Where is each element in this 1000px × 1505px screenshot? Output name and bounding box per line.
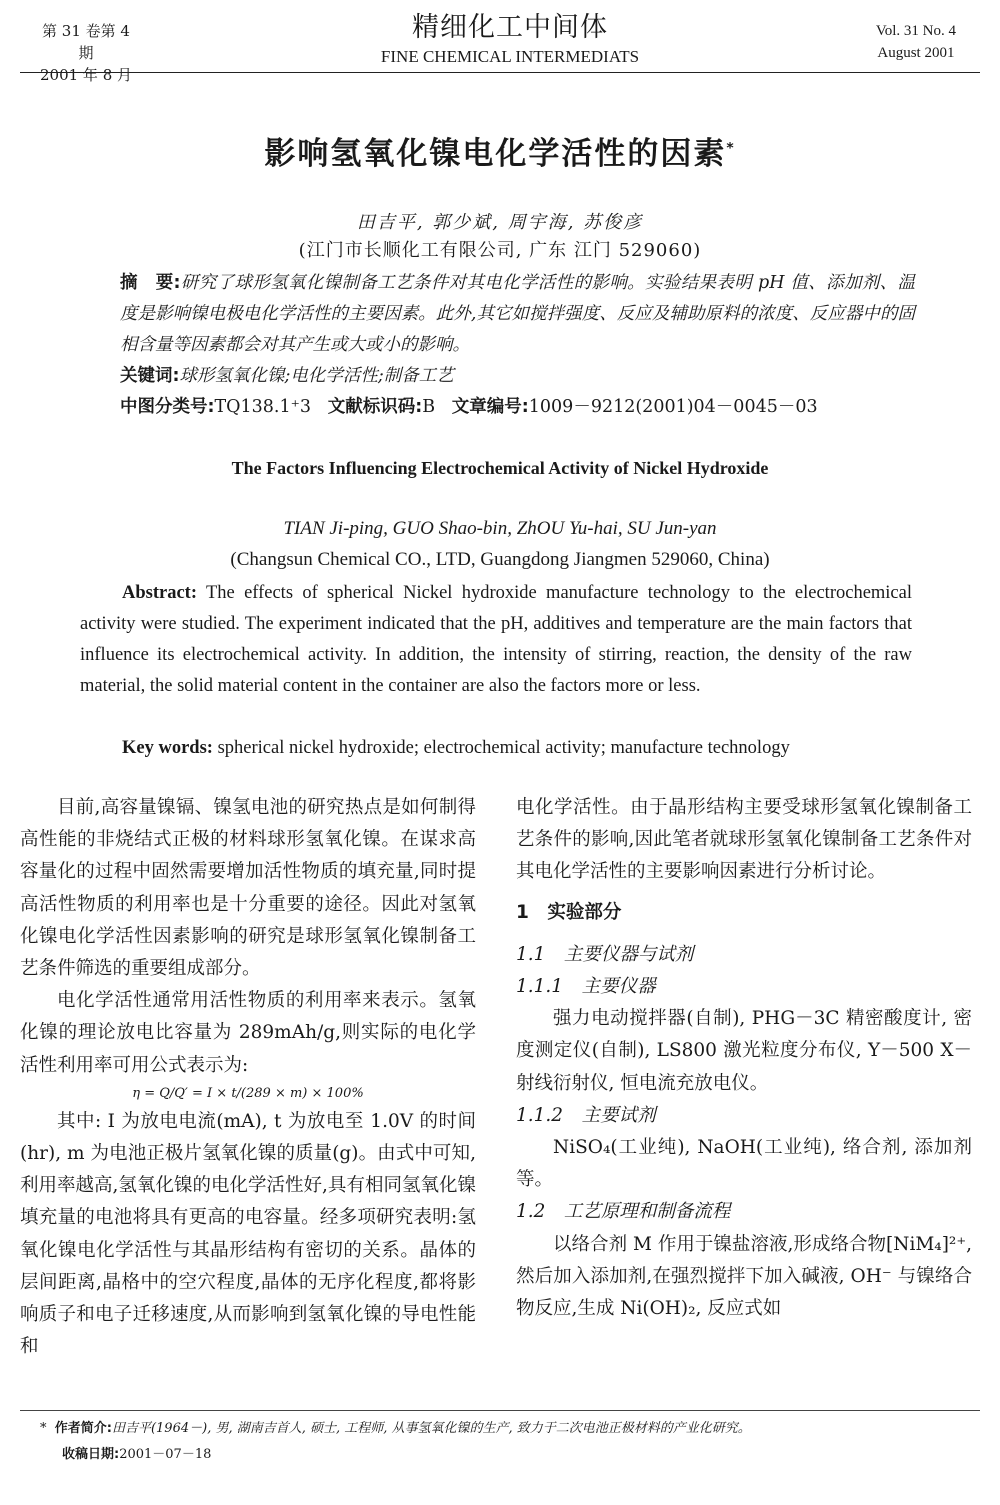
abstract-en [80,578,912,702]
received-date [40,1442,980,1468]
footnote [40,1416,980,1468]
issue-info-cn [36,20,136,86]
authors-en: TIAN Ji-ping, GUO Shao-bin, ZhOU Yu-hai, SU Jun-yan [283,518,717,539]
received-date-label: 收稿日期: [62,1447,120,1462]
body-left-column [20,792,476,1363]
intro-paragraph-2: 电化学活性通常用活性物质的利用率来表示。氢氧化镍的理论放电比容量为 289mAh/g,则实际的电化学活性利用率可用公式表示为: [20,990,476,1076]
instruments-paragraph: 强力电动搅拌器(自制), PHG－3C 精密酸度计, 密度测定仪(自制), LS800 激光粒度分布仪, Y－500 X－射线衍射仪, 恒电流充放电仪。 [516,1008,972,1094]
received-date-value: 2001－07－18 [119,1447,212,1462]
section-heading-1-1-2: 1.1.2 主要试剂 [516,1104,656,1126]
date-en: August 2001 [877,45,955,61]
header-divider [20,72,980,73]
author-bio [40,1416,980,1442]
section-heading-1-1-1: 1.1.1 主要仪器 [516,976,656,998]
body-right-column [516,792,972,1325]
paper-title-cn [0,128,1000,173]
volume-issue-cn: 第 31 卷第 4 期 [42,22,130,62]
keywords-en-label: Key words: [122,738,213,758]
date-cn: 2001 年 8 月 [39,66,133,84]
continued-paragraph: 电化学活性。由于晶形结构主要受球形氢氧化镍制备工艺条件的影响,因此笔者就球形氢氧化镍制备工艺条件对其电化学活性的主要影响因素进行分析讨论。 [516,797,972,883]
abstract-en-text: The effects of spherical Nickel hydroxide manufacture technology to the electrochemical activity were studied. The experiment indicated that the pH, additives and temperature are the main factors that influence its electrochemical activity. In addition, the intensity of stirring, reaction, the density of the raw material, the solid material content in the container are also the factors more or less. [80,583,912,696]
paper-title-en: The Factors Influencing Electrochemical Activity of Nickel Hydroxide [231,458,769,478]
section-heading-1: 1 实验部分 [516,901,622,923]
section-heading-1-2: 1.2 工艺原理和制备流程 [516,1201,731,1223]
affiliation-cn: (江门市长顺化工有限公司, 广东 江门 529060) [298,240,702,261]
intro-paragraph-1: 目前,高容量镍镉、镍氢电池的研究热点是如何制得高性能的非烧结式正极的材料球形氢氧化镍。在谋求高容量化的过程中固然需要增加活性物质的填充量,同时提高活性物质的利用率也是十分重要的途径。因此对氢氧化镍电化学活性因素影响的研究是球形氢氧化镍制备工艺条件筛选的重要组成部分。 [20,797,476,980]
title-footnote-mark: * [726,140,736,157]
reagents-paragraph: NiSO₄(工业纯), NaOH(工业纯), 络合剂, 添加剂等。 [516,1137,972,1191]
keywords-cn [80,361,915,392]
journal-name-cn: 精细化工中间体 [412,12,608,43]
footnote-divider [20,1410,980,1411]
intro-paragraph-3: 其中: I 为放电电流(mA), t 为放电至 1.0V 的时间(hr), m 为电池正极片氢氧化镍的质量(g)。由式中可知,利用率越高,氢氧化镍的电化学活性好,具有相同氢氧化镍填充量的电池将具有更高的电容量。经多项研究表明:氢氧化镍电化学活性与其晶形结构有密切的关系。晶体的层间距离,晶格中的空穴程度,晶体的无序化程度,都将影响质子和电子迁移速度,从而影响到氢氧化镍的导电性能和 [20,1110,476,1358]
abstract-cn-label: 摘 要: [120,273,181,293]
abstract-en-label: Abstract: [122,583,198,603]
footnote-mark: * [40,1421,47,1436]
doc-code-value: B [422,397,436,417]
article-no-label: 文章编号: [451,397,529,417]
abstract-cn-para [80,268,915,361]
issue-info-en [876,20,956,64]
title-text-cn: 影响氢氧化镍电化学活性的因素 [264,136,727,172]
abstract-cn [80,268,915,423]
keywords-en-text: spherical nickel hydroxide; electrochemical activity; manufacture technology [217,738,790,758]
process-paragraph: 以络合剂 M 作用于镍盐溶液,形成络合物[NiM₄]²⁺, 然后加入添加剂,在强烈搅拌下加入碱液, OH⁻ 与镍络合物反应,生成 Ni(OH)₂, 反应式如 [516,1233,972,1320]
author-bio-text: 田吉平(1964－), 男, 湖南吉首人, 硕士, 工程师, 从事氢氧化镍的生产, 致力于二次电池正极材料的产业化研究。 [111,1421,751,1436]
keywords-en [122,733,922,764]
section-heading-1-1: 1.1 主要仪器与试剂 [516,943,694,965]
affiliation-en: (Changsun Chemical CO., LTD, Guangdong Jiangmen 529060, China) [230,549,770,570]
clc-label: 中图分类号: [120,397,215,417]
clc-value: TQ138.1⁺3 [214,397,311,417]
volume-issue-en: Vol. 31 No. 4 [875,23,956,39]
article-no-value: 1009－9212(2001)04－0045－03 [528,397,818,417]
journal-title [300,10,720,68]
journal-name-en: FINE CHEMICAL INTERMEDIATS [380,47,640,66]
authors-cn: 田吉平, 郭少斌, 周宇海, 苏俊彦 [356,212,644,233]
doc-code-label: 文献标识码: [327,397,423,417]
abstract-cn-text: 研究了球形氢氧化镍制备工艺条件对其电化学活性的影响。实验结果表明 pH 值、添加剂、温度是影响镍电极电化学活性的主要因素。此外,其它如搅拌强度、反应及辅助原料的浓度、反应器中的固相含量等因素都会对其产生或大或小的影响。 [120,273,916,355]
author-bio-label: 作者简介: [54,1421,112,1436]
keywords-cn-text: 球形氢氧化镍;电化学活性;制备工艺 [179,366,454,386]
keywords-cn-label: 关键词: [120,366,180,386]
utilization-formula: η = Q/Q′ = I × t/(289 × m) × 100% [132,1085,364,1101]
classification-line [80,392,915,423]
